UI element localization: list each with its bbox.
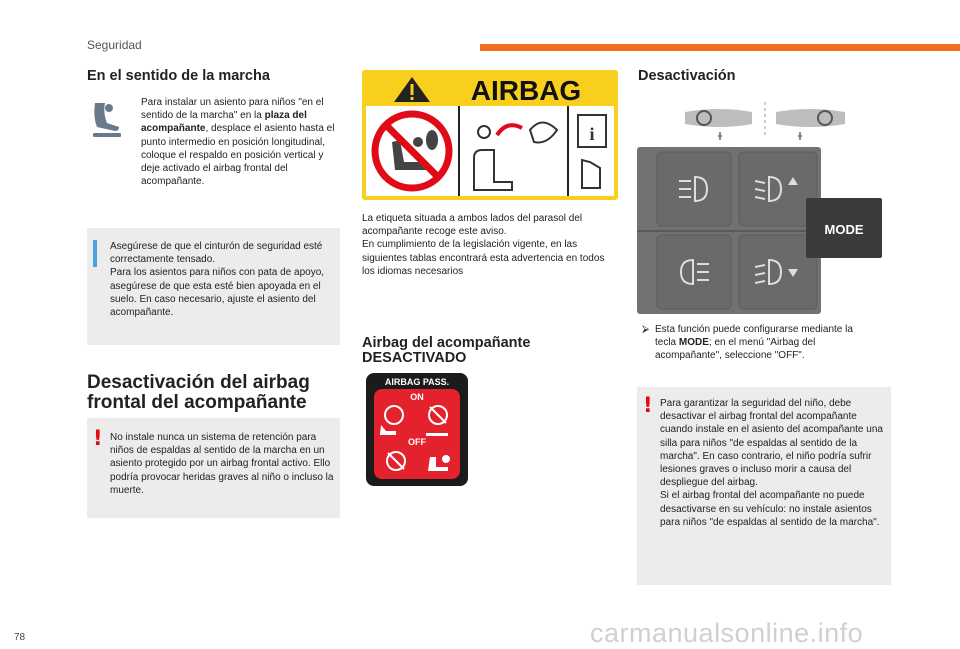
mode-note-start: Esta función puede configurarse mediante la tecla — [655, 324, 853, 349]
badge-off-label: OFF — [408, 437, 426, 447]
warning-box — [87, 418, 340, 518]
mode-note — [655, 323, 875, 363]
intro-text-bold: plaza del acompañante — [141, 110, 307, 135]
info-box — [87, 228, 340, 345]
mode-note-bold: MODE — [678, 337, 709, 349]
warning-box-text: No instale nunca un sistema de retención para niños de espaldas al sentido de la marcha en un asiento protegido por un airbag frontal activo. Ello podría provocar heridas graves al niño o incluso la muerte. — [110, 432, 334, 496]
airbag-pass-badge — [366, 373, 468, 486]
deactivation-heading: Desactivación del airbag frontal del acompañante — [87, 372, 310, 413]
warning-icon-2: ! — [643, 393, 653, 417]
child-seat-icon — [87, 97, 125, 141]
warning-box-2 — [637, 387, 891, 585]
warning-box-2-text: Para garantizar la seguridad del niño, debe desactivar el airbag frontal del acompañante cuando instale en el asiento del acompañante una silla para niños "de espaldas al sentido de la marcha". En caso contrario, el niño podría sufrir lesiones graves o incluso morir a causa del despliegue del airbag. Si el airbag frontal del acompañante no puede desactivarse en su vehículo: no instale asientos para niños "de espaldas al sentido de la marcha". — [660, 398, 883, 528]
airbag-label-title: AIRBAG — [470, 75, 582, 106]
badge-on-label: ON — [410, 392, 424, 402]
control-panel — [637, 147, 821, 314]
mode-button[interactable] — [806, 198, 882, 258]
watermark: carmanualsonline.info — [590, 618, 864, 648]
section-accent-bar — [480, 44, 960, 51]
mode-button-label: MODE — [824, 222, 864, 237]
page-number: 78 — [14, 632, 26, 643]
forward-facing-title: En el sentido de la marcha — [87, 68, 270, 84]
airbag-warning-label — [362, 70, 618, 200]
label-caption: La etiqueta situada a ambos lados del parasol del acompañante recoge este aviso. En cumplimiento de la legislación vigente, en las siguientes tablas encontrará esta advertencia en todos los idiomas necesarios — [362, 213, 605, 277]
steering-diagram — [680, 100, 850, 142]
intro-text-end: , desplace el asiento hasta el punto intermedio en posición longitudinal, coloque el respaldo en posición vertical y deje activado el airbag frontal del acompañante. — [141, 123, 335, 188]
svg-text:i: i — [589, 124, 595, 144]
note-bullet-icon: ⮚ — [642, 324, 650, 335]
section-header: Seguridad — [87, 38, 142, 52]
forward-facing-intro — [141, 96, 341, 188]
info-icon — [93, 240, 97, 267]
warning-icon: ! — [93, 426, 103, 450]
deactivation-title: Desactivación — [638, 68, 736, 84]
airbag-off-title: Airbag del acompañante DESACTIVADO — [362, 335, 531, 366]
badge-title: AIRBAG PASS. — [384, 377, 450, 387]
mode-note-end: ; en el menú "Airbag del acompañante", seleccione "OFF". — [655, 337, 816, 362]
intro-text-start: Para instalar un asiento para niños "en el sentido de la marcha" en la — [141, 97, 324, 122]
info-box-text: Asegúrese de que el cinturón de seguridad esté correctamente tensado. Para los asientos para niños con pata de apoyo, asegúrese de que esta esté bien apoyada en el suelo. En caso necesario, ajuste el asiento del acompañante. — [110, 241, 325, 319]
